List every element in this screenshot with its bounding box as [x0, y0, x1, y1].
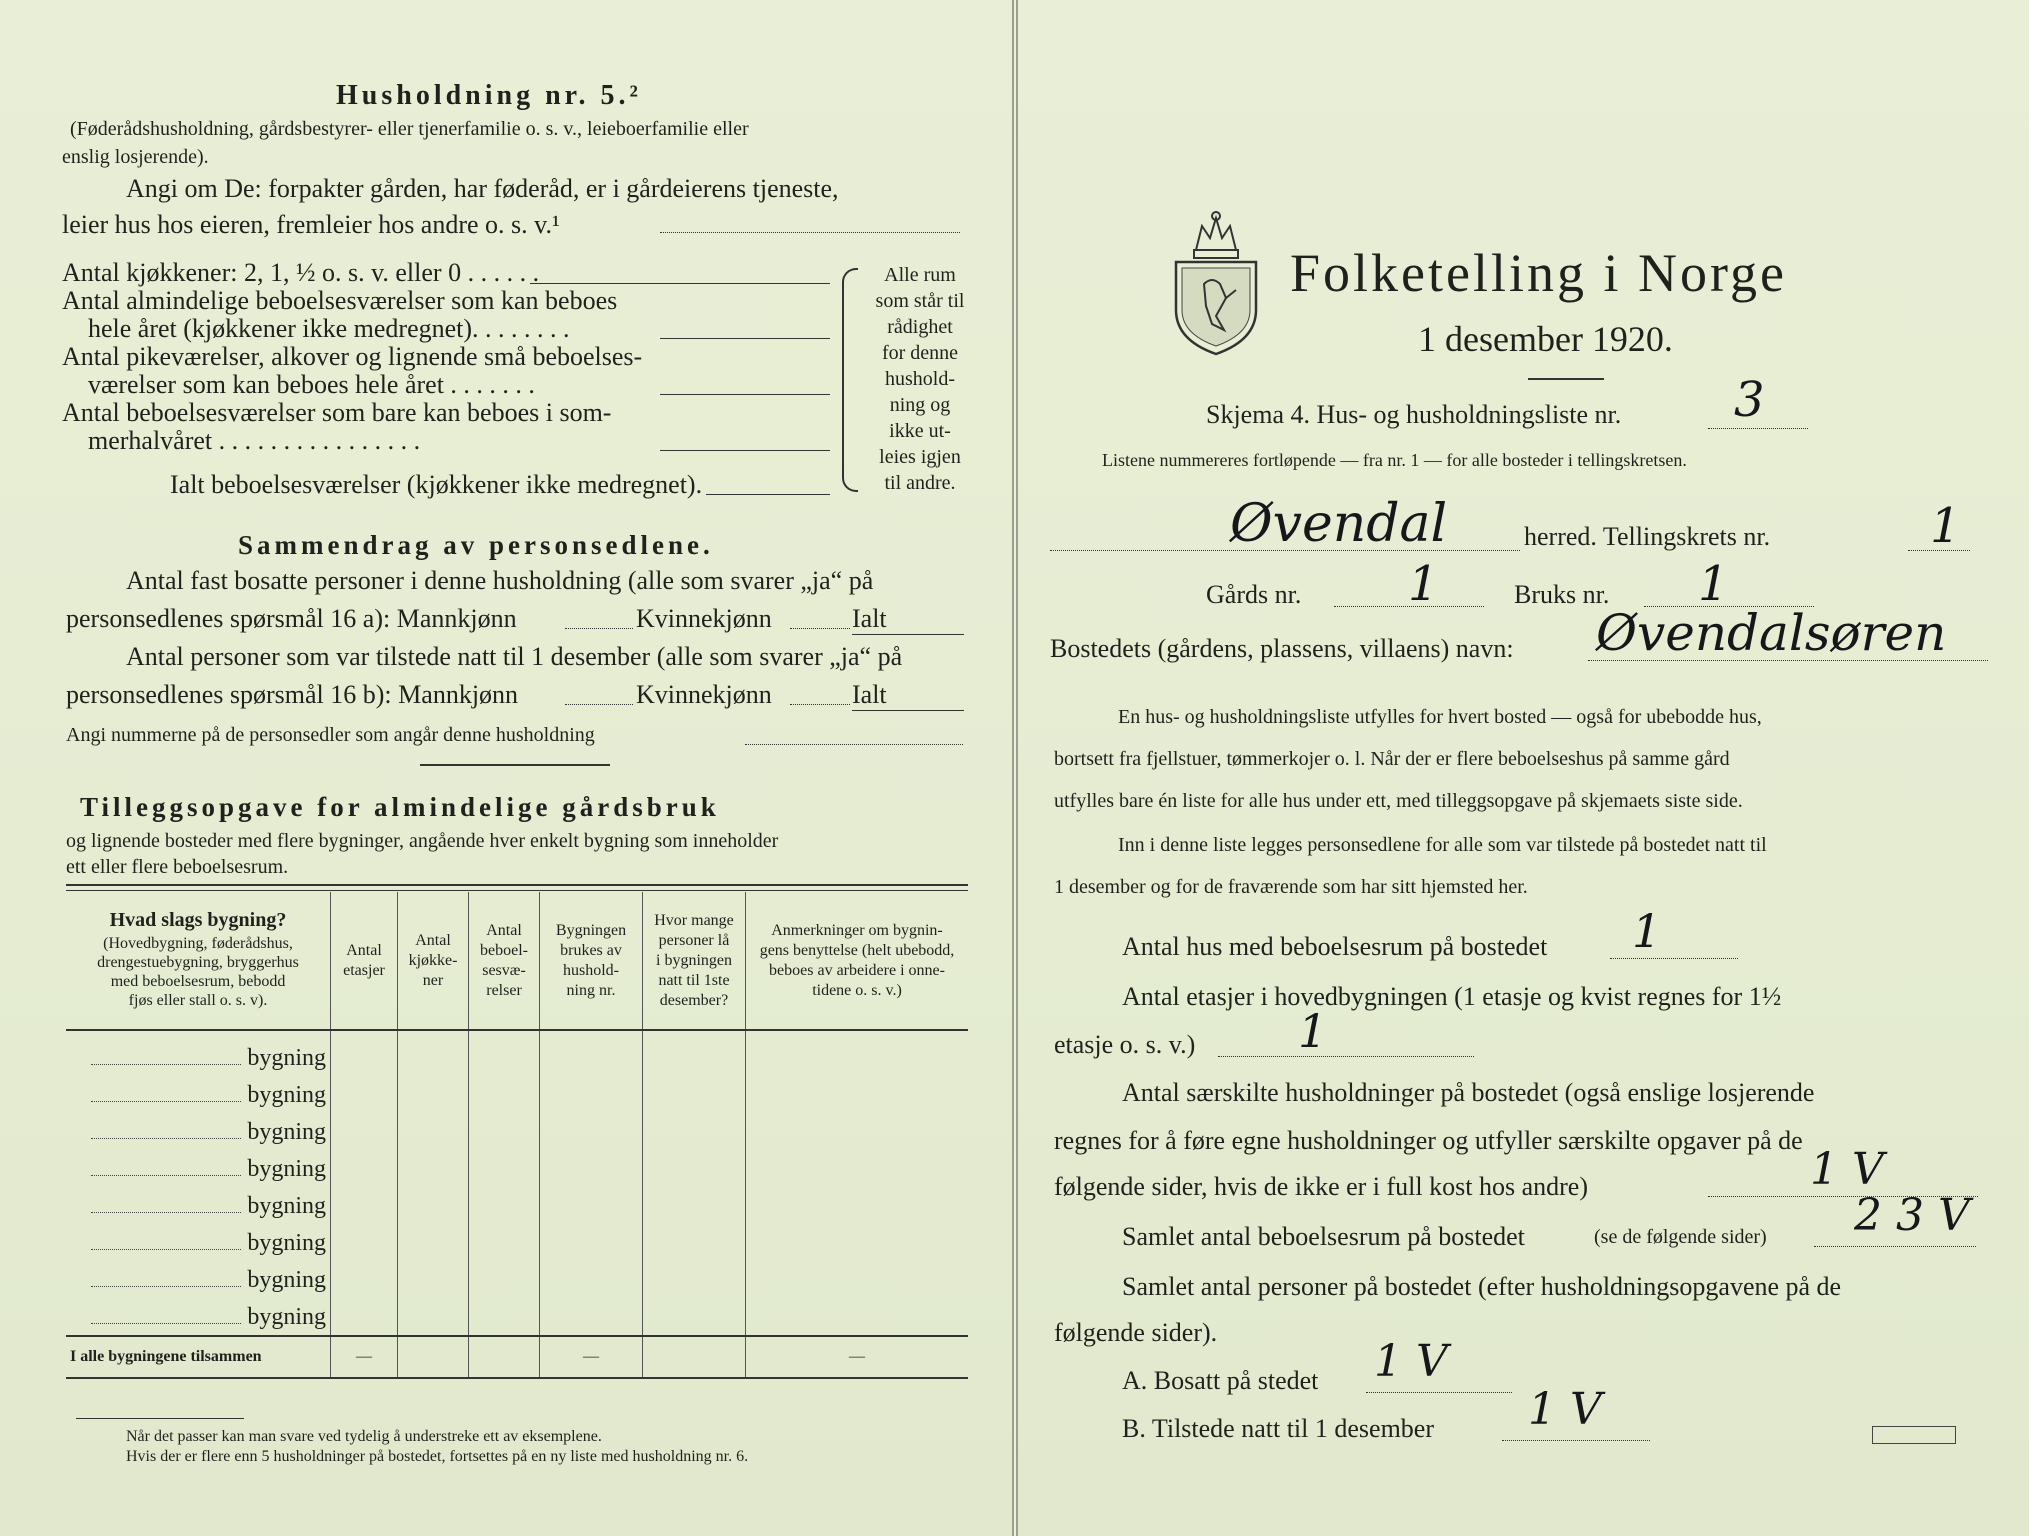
- q-hus: Antal hus med beboelsesrum på bostedet: [1122, 932, 1548, 961]
- krets-value: 1: [1930, 498, 1961, 554]
- q-samlet-pers-1: Samlet antal personer på bostedet (efter husholdningsopgavene på de: [1122, 1272, 1842, 1301]
- table-header-row: [66, 892, 968, 1030]
- q-samlet-pers-2: følgende sider).: [1054, 1318, 1218, 1347]
- rooms-line-3: hele året (kjøkkener ikke medregnet). . . . . . . .: [88, 314, 570, 343]
- bruks-value: 1: [1698, 556, 1729, 612]
- bracket: [842, 268, 858, 492]
- household-subtitle-2: enslig losjerende).: [62, 146, 209, 168]
- sammendrag-16a-kvinne: Kvinnekjønn: [636, 604, 772, 633]
- sammendrag-16b-ialt: Ialt: [852, 680, 887, 709]
- instr-line-1: En hus- og husholdningsliste utfylles for hvert bosted — også for ubebodde hus,: [1118, 706, 1762, 728]
- angi-line-1: Angi om De: forpakter gården, har føderåd, er i gårdeierens tjeneste,: [126, 174, 839, 203]
- gards-label: Gårds nr.: [1206, 580, 1302, 609]
- table-row: bygning: [66, 1114, 968, 1151]
- table-row: bygning: [66, 1188, 968, 1225]
- tillegg-title: Tilleggsopgave for almindelige gårdsbruk: [80, 792, 720, 822]
- herred-label: herred. Tellingskrets nr.: [1524, 522, 1771, 551]
- liste-nr-value: 3: [1734, 372, 1765, 428]
- col-personer-header: Hvor mange personer lå i bygningen natt til 1ste desember?: [643, 892, 746, 1030]
- household-subtitle-1: (Føderådshusholdning, gårdsbestyrer- eller tjenerfamilie o. s. v., leieboerfamilie eller: [70, 118, 749, 140]
- side-note: Alle rum som står til rådighet for denne hushold- ning og ikke ut- leies igjen til andre.: [875, 264, 965, 494]
- gards-value: 1: [1408, 556, 1439, 612]
- rooms-line-5: værelser som kan beboes hele året . . . . . . .: [88, 370, 535, 399]
- sammendrag-16b-mann: personsedlenes spørsmål 16 b): Mannkjønn: [66, 680, 519, 709]
- col-husholdning-header: Bygningen brukes av hushold- ning nr.: [540, 892, 643, 1030]
- instr-line-4: Inn i denne liste legges personsedlene for alle som var tilstede på bostedet natt til: [1118, 834, 1767, 856]
- sammendrag-16a-ialt: Ialt: [852, 604, 887, 633]
- rooms-line-6: Antal beboelsesværelser som bare kan beboes i som-: [62, 398, 612, 427]
- q-etasjer-1: Antal etasjer i hovedbygningen (1 etasje og kvist regnes for 1½: [1122, 982, 1782, 1011]
- instr-line-2: bortsett fra fjellstuer, tømmerkojer o. l. Når der er flere beboelseshus på samme gård: [1054, 748, 1730, 770]
- q-sarskilte-3: følgende sider, hvis de ikke er i full kost hos andre): [1054, 1172, 1588, 1201]
- col-vaerelser-header: Antal beboel- sesvæ- relser: [469, 892, 540, 1030]
- a-etasjer: 1: [1298, 1004, 1328, 1058]
- col-etasjer-header: Antal etasjer: [331, 892, 398, 1030]
- skjema-line: Skjema 4. Hus- og husholdningsliste nr.: [1206, 400, 1622, 429]
- table-row: bygning: [66, 1262, 968, 1299]
- col-anmerkninger-header: Anmerkninger om bygnin- gens benyttelse (helt ubebodd, beboes av arbeidere i onne- tidene o. s. v.): [746, 892, 969, 1030]
- a-value: 1 V: [1374, 1336, 1448, 1387]
- bruks-label: Bruks nr.: [1514, 580, 1610, 609]
- col-kjokkener-header: Antal kjøkke- ner: [398, 892, 469, 1030]
- a-hus: 1: [1632, 904, 1662, 958]
- q-sarskilte-2: regnes for å føre egne husholdninger og utfyller særskilte opgaver på de: [1054, 1126, 1803, 1155]
- rooms-line-2: Antal almindelige beboelsesværelser som kan beboes: [62, 286, 618, 315]
- q-samlet-rum-note: (se de følgende sider): [1594, 1226, 1767, 1248]
- a-label: A. Bosatt på stedet: [1122, 1366, 1319, 1395]
- instr-line-3: utfylles bare én liste for alle hus under ett, med tilleggsopgave på skjemaets siste side.: [1054, 790, 1743, 812]
- form-title: Folketelling i Norge: [1290, 243, 1787, 303]
- bosted-value: Øvendalsøren: [1596, 604, 1947, 662]
- herred-value: Øvendal: [1230, 494, 1448, 554]
- sammendrag-title: Sammendrag av personsedlene.: [238, 530, 714, 560]
- rooms-line-7: merhalvåret . . . . . . . . . . . . . . . .: [88, 426, 421, 455]
- q-etasjer-2: etasje o. s. v.): [1054, 1030, 1196, 1059]
- tillegg-line-1: og lignende bosteder med flere bygninger, angående hver enkelt bygning som inneholder: [66, 830, 779, 852]
- printer-stamp-icon: [1872, 1426, 1956, 1444]
- angi-nummerne: Angi nummerne på de personsedler som angår denne husholdning: [66, 724, 595, 746]
- b-label: B. Tilstede natt til 1 desember: [1122, 1414, 1434, 1443]
- listene-note: Listene nummereres fortløpende — fra nr. 1 — for alle bosteder i tellingskretsen.: [1102, 450, 1687, 470]
- sammendrag-16b-kvinne: Kvinnekjønn: [636, 680, 772, 709]
- bosted-label: Bostedets (gårdens, plassens, villaens) navn:: [1050, 634, 1514, 663]
- table-row: bygning: [66, 1077, 968, 1114]
- rooms-line-1: Antal kjøkkener: 2, 1, ½ o. s. v. eller 0 . . . . . .: [62, 258, 540, 287]
- q-sarskilte-1: Antal særskilte husholdninger på bostedet (også enslige losjerende: [1122, 1078, 1815, 1107]
- footnote-2: Hvis der er flere enn 5 husholdninger på bostedet, fortsettes på en ny liste med husholdning nr. 6.: [126, 1448, 749, 1465]
- form-date: 1 desember 1920.: [1418, 319, 1673, 359]
- left-page: [0, 0, 1014, 1536]
- rooms-line-4: Antal pikeværelser, alkover og lignende små beboelses-: [62, 342, 643, 371]
- household-title: Husholdning nr. 5.²: [336, 80, 642, 111]
- footnote-1: Når det passer kan man svare ved tydelig å understreke ett av eksemplene.: [126, 1428, 602, 1445]
- sammendrag-line-1: Antal fast bosatte personer i denne husholdning (alle som svarer „ja“ på: [126, 566, 874, 595]
- angi-line-2: leier hus hos eieren, fremleier hos andre o. s. v.¹: [62, 210, 560, 239]
- right-page: [1016, 0, 2029, 1536]
- table-row: bygning: [66, 1299, 968, 1336]
- a-samlet-rum: 2 3 V: [1854, 1190, 1970, 1241]
- sammendrag-line-3: Antal personer som var tilstede natt til 1 desember (alle som svarer „ja“ på: [126, 642, 903, 671]
- rooms-total: Ialt beboelsesværelser (kjøkkener ikke medregnet).: [170, 470, 703, 499]
- instr-line-5: 1 desember og for de fraværende som har sitt hjemsted her.: [1054, 876, 1528, 898]
- sammendrag-16a-mann: personsedlenes spørsmål 16 a): Mannkjønn: [66, 604, 517, 633]
- q-samlet-rum: Samlet antal beboelsesrum på bostedet: [1122, 1222, 1525, 1251]
- table-row: bygning: [66, 1040, 968, 1077]
- table-row: bygning: [66, 1225, 968, 1262]
- b-value: 1 V: [1528, 1384, 1602, 1435]
- table-total-row: I alle bygningene tilsammen — — —: [66, 1336, 968, 1378]
- col-bygning-header: Hvad slags bygning? (Hovedbygning, føderådshus, drengestuebygning, bryggerhus med beboelsesrum, bebodd fjøs eller stall o. s. v).: [97, 909, 299, 1009]
- norway-coat-of-arms-icon: [1168, 206, 1264, 356]
- buildings-table: [66, 892, 968, 1379]
- a-sarskilte: 1 V: [1810, 1144, 1884, 1195]
- table-row: bygning: [66, 1151, 968, 1188]
- tillegg-line-2: ett eller flere beboelsesrum.: [66, 856, 289, 878]
